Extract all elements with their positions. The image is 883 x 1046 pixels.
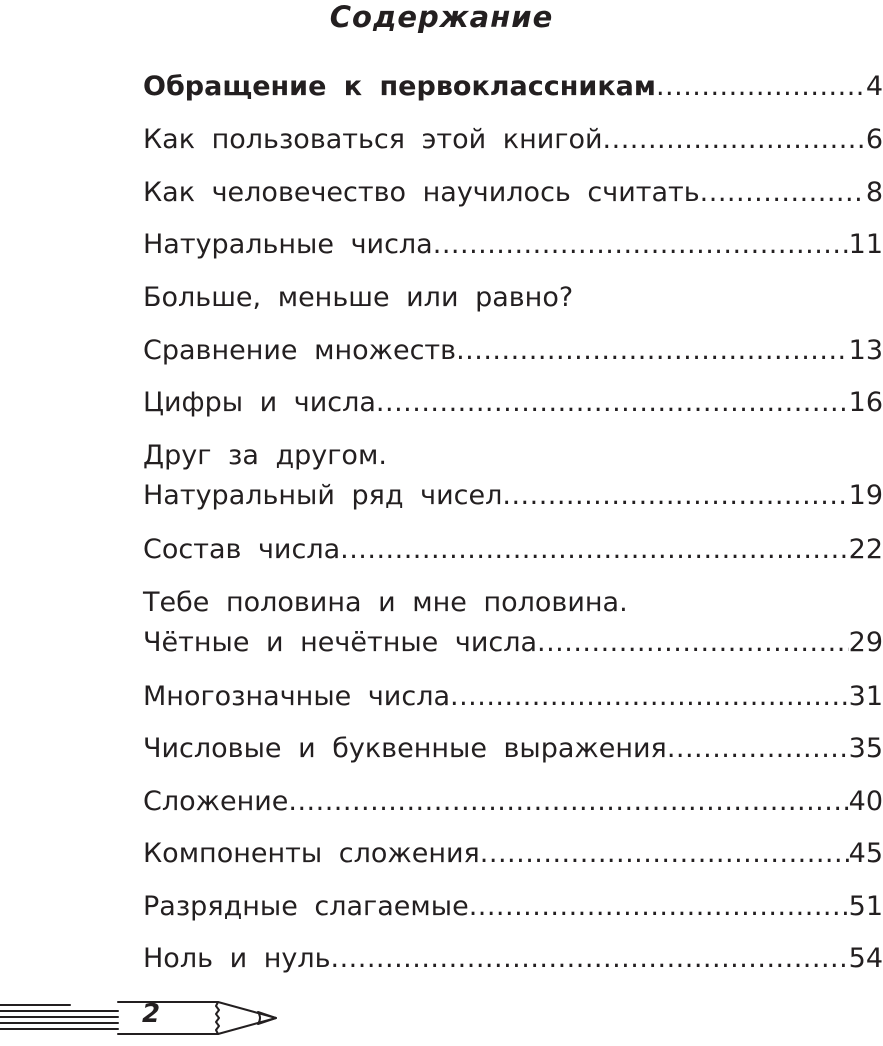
toc-entry-title: Как пользоваться этой книгой [143, 124, 603, 155]
toc-entry-title: Числовые и буквенные выражения [143, 733, 667, 764]
toc-entry[interactable] [143, 229, 883, 261]
toc-entry-title: Разрядные слагаемые [143, 891, 469, 922]
toc-entry-title: Чётные и нечётные числа [143, 627, 538, 658]
toc-leader-dots [667, 733, 849, 765]
toc-entry-page: 29 [848, 627, 883, 658]
toc-leader-dots [456, 335, 849, 367]
toc-entry[interactable] [143, 681, 883, 713]
toc-entry-page: 22 [848, 534, 883, 565]
toc-leader-dots [603, 124, 866, 156]
toc-leader-dots [700, 177, 866, 209]
toc-leader-dots [469, 891, 849, 923]
toc-entry[interactable] [143, 733, 883, 765]
toc-entry-page: 8 [865, 177, 883, 208]
toc-entry-page: 40 [848, 786, 883, 817]
toc-entry[interactable] [143, 534, 883, 566]
toc-entry-title: Состав числа [143, 534, 341, 565]
toc-entry-page: 51 [848, 891, 883, 922]
toc-entry[interactable] [143, 282, 883, 367]
toc-leader-dots [480, 838, 849, 870]
toc-entry-title: Обращение к первоклассникам [143, 71, 656, 102]
toc-leader-dots [340, 534, 849, 566]
toc-entry[interactable] [143, 71, 883, 103]
toc-entry-page: 13 [848, 335, 883, 366]
toc-entry[interactable] [143, 587, 883, 659]
toc-entry[interactable] [143, 943, 883, 975]
toc-leader-dots [433, 229, 849, 261]
toc-entry-page: 16 [848, 387, 883, 418]
toc-leader-dots [450, 681, 849, 713]
toc-entry-first-line: Тебе половина и мне половина. [143, 587, 628, 618]
toc-entry-page: 35 [848, 733, 883, 764]
toc-entry-title: Натуральные числа [143, 229, 433, 260]
toc-entry-page: 31 [848, 681, 883, 712]
toc-leader-dots [331, 943, 849, 975]
toc-entry-title: Цифры и числа [143, 387, 376, 418]
toc-entry[interactable] [143, 440, 883, 512]
page-title: Содержание [329, 0, 554, 34]
toc-entry-first-line: Больше, меньше или равно? [143, 282, 574, 313]
toc-entry-page: 19 [848, 480, 883, 511]
toc-entry[interactable] [143, 838, 883, 870]
toc-leader-dots [288, 786, 848, 818]
toc-entry-page: 11 [848, 229, 883, 260]
toc-entry[interactable] [143, 387, 883, 419]
toc-entry-title: Ноль и нуль [143, 943, 331, 974]
toc-leader-dots [537, 627, 849, 659]
toc-entry-first-line: Друг за другом. [143, 440, 387, 471]
toc-entry-title: Как человечество научилось считать [143, 177, 700, 208]
page-number: 2 [142, 999, 161, 1029]
toc-entry-title: Натуральный ряд чисел [143, 480, 503, 511]
toc-entry-title: Сравнение множеств [143, 335, 457, 366]
toc-entry[interactable] [143, 124, 883, 156]
toc-entry[interactable] [143, 177, 883, 209]
toc-entry-page: 6 [865, 124, 883, 155]
toc-entry-title: Сложение [143, 786, 289, 817]
toc-entry-page: 4 [865, 71, 883, 102]
toc-entry-title: Компоненты сложения [143, 838, 480, 869]
toc-entry-title: Многозначные числа [143, 681, 450, 712]
toc-leader-dots [376, 387, 849, 419]
toc-entry-page: 45 [848, 838, 883, 869]
toc-entry-page: 54 [848, 943, 883, 974]
toc-leader-dots [656, 71, 866, 103]
toc-entry[interactable] [143, 891, 883, 923]
toc-entry[interactable] [143, 786, 883, 818]
toc-leader-dots [502, 480, 848, 512]
